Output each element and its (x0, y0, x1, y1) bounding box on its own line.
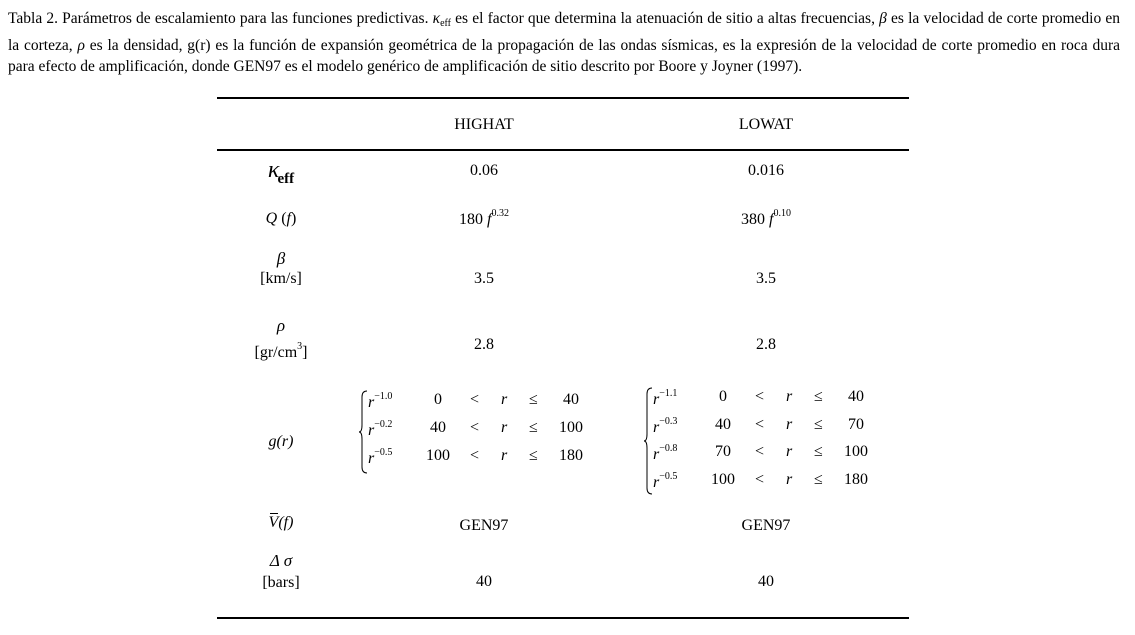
less-than-sign: < (470, 419, 480, 436)
caption-kappa: κ (432, 10, 441, 27)
q-lowat (686, 208, 846, 229)
less-than-sign: < (470, 391, 480, 408)
g-lowat-piecewise (643, 386, 883, 496)
caption-rho: ρ (77, 36, 85, 54)
r-power (653, 443, 677, 464)
left-brace-icon (358, 389, 368, 475)
range-lower: 40 (430, 419, 446, 436)
rho-unit-post: ] (302, 344, 308, 361)
rho-unit (225, 336, 337, 363)
row-label-kappa (225, 158, 337, 188)
v-highat: GEN97 (459, 517, 509, 534)
v-bar: V (268, 514, 279, 531)
q-low-f: f (769, 211, 774, 228)
r-exponent: −0.2 (374, 419, 393, 430)
range-lower: 0 (719, 388, 727, 405)
less-than-sign: < (755, 470, 765, 488)
range-lower: 70 (715, 443, 731, 460)
q-open: ( (277, 210, 287, 227)
r-exponent: −0.8 (659, 443, 678, 454)
range-lower: 100 (711, 470, 735, 488)
q-low-base: 380 (741, 211, 766, 228)
dsigma-highat: 40 (476, 573, 492, 590)
r-symbol: r (653, 391, 660, 408)
r-symbol: r (653, 446, 660, 463)
less-equal-sign: ≤ (529, 447, 538, 464)
r-variable: r (501, 447, 508, 464)
r-exponent: −0.5 (374, 447, 393, 458)
less-than-sign: < (755, 388, 765, 405)
r-variable: r (501, 391, 508, 408)
r-symbol: r (653, 473, 660, 491)
r-exponent: −1.0 (374, 391, 393, 402)
r-exponent: −0.5 (659, 470, 678, 482)
kappa-lowat: 0.016 (748, 162, 784, 179)
r-symbol: r (368, 394, 375, 411)
caption-part3: es la densidad, g(r) es la función de expansión geométrica de la propagación de las ondas sísmicas, es la expresión de la velocidad de corte promedio en roca dura para efecto de amplificación, donde GEN97 es el modelo genérico de amplificación de sitio descrito por Boore y Joyner (1997). (8, 36, 1120, 75)
g-highat-piecewise (358, 389, 598, 475)
rho-unit-exp: 3 (297, 341, 303, 352)
r-symbol: r (653, 418, 660, 436)
q-low-exp: 0.10 (773, 208, 791, 219)
row-label-g: g(r) (268, 433, 294, 450)
dsigma-symbol: Δ σ (269, 551, 293, 570)
r-power (368, 447, 392, 468)
rho-unit-pre: [gr/cm (254, 344, 298, 361)
range-upper: 180 (844, 470, 868, 488)
less-equal-sign: ≤ (529, 419, 538, 436)
row-label-beta (225, 249, 337, 289)
r-variable: r (786, 388, 793, 405)
beta-lowat: 3.5 (756, 270, 776, 287)
rho-highat: 2.8 (474, 336, 494, 353)
r-power (653, 471, 677, 492)
q-high-f: f (487, 211, 492, 228)
v-f: (f) (278, 514, 294, 531)
row-label-v (225, 514, 337, 532)
rho-lowat: 2.8 (756, 336, 776, 353)
q-high-base: 180 (459, 211, 484, 228)
r-exponent: −0.3 (659, 415, 678, 427)
row-label-q (225, 210, 337, 228)
beta-symbol: β (276, 249, 286, 268)
row-label-dsigma (225, 550, 337, 594)
less-equal-sign: ≤ (814, 470, 823, 488)
r-exponent: −1.1 (659, 388, 678, 399)
range-upper: 100 (559, 419, 583, 436)
r-variable: r (501, 419, 508, 436)
rho-symbol: ρ (276, 316, 286, 335)
table-header-rule (217, 149, 909, 151)
q-highat (404, 208, 564, 229)
q-letter: Q (265, 210, 278, 227)
less-equal-sign: ≤ (814, 443, 823, 460)
range-upper: 40 (848, 388, 864, 405)
range-upper: 100 (844, 443, 868, 460)
v-lowat: GEN97 (741, 517, 791, 534)
range-lower: 40 (715, 415, 731, 433)
q-high-exp: 0.32 (491, 208, 509, 219)
kappa-sub: eff (277, 171, 295, 187)
table-caption (8, 8, 1120, 78)
q-close: ) (291, 210, 297, 227)
less-than-sign: < (470, 447, 480, 464)
row-label-rho (225, 315, 337, 363)
r-variable: r (786, 443, 793, 460)
caption-prefix: Tabla 2. Parámetros de escalamiento para las funciones predictivas. (8, 10, 429, 27)
header-lowat: LOWAT (738, 116, 794, 133)
kappa-symbol: κ (267, 157, 280, 183)
r-power (653, 416, 677, 437)
caption-beta: β (879, 10, 887, 27)
less-than-sign: < (755, 443, 765, 460)
caption-part2: es la velocidad de corte promedio en la corteza, (8, 10, 1121, 54)
caption-part1: es el factor que determina la atenuación de sitio a altas frecuencias, (455, 10, 875, 27)
r-power (653, 388, 677, 409)
range-upper: 70 (848, 415, 864, 433)
beta-highat: 3.5 (474, 270, 494, 287)
less-equal-sign: ≤ (814, 388, 823, 405)
range-lower: 100 (426, 447, 450, 464)
header-highat: HIGHAT (454, 116, 514, 133)
dsigma-lowat: 40 (758, 573, 774, 590)
range-upper: 40 (563, 391, 579, 408)
r-power (368, 419, 392, 440)
less-equal-sign: ≤ (814, 415, 823, 433)
less-equal-sign: ≤ (529, 391, 538, 408)
dsigma-unit: [bars] (262, 574, 300, 591)
kappa-highat: 0.06 (470, 162, 498, 179)
table-top-rule (217, 97, 909, 99)
caption-kappa-sub: eff (440, 18, 451, 29)
r-symbol: r (368, 450, 375, 467)
left-brace-icon (643, 386, 653, 496)
range-upper: 180 (559, 447, 583, 464)
less-than-sign: < (755, 415, 765, 433)
table-bottom-rule (217, 617, 909, 619)
r-power (368, 391, 392, 412)
r-variable: r (786, 470, 793, 488)
r-symbol: r (368, 422, 375, 439)
beta-unit: [km/s] (260, 270, 302, 287)
q-f: f (286, 210, 291, 227)
range-lower: 0 (434, 391, 442, 408)
r-variable: r (786, 415, 793, 433)
